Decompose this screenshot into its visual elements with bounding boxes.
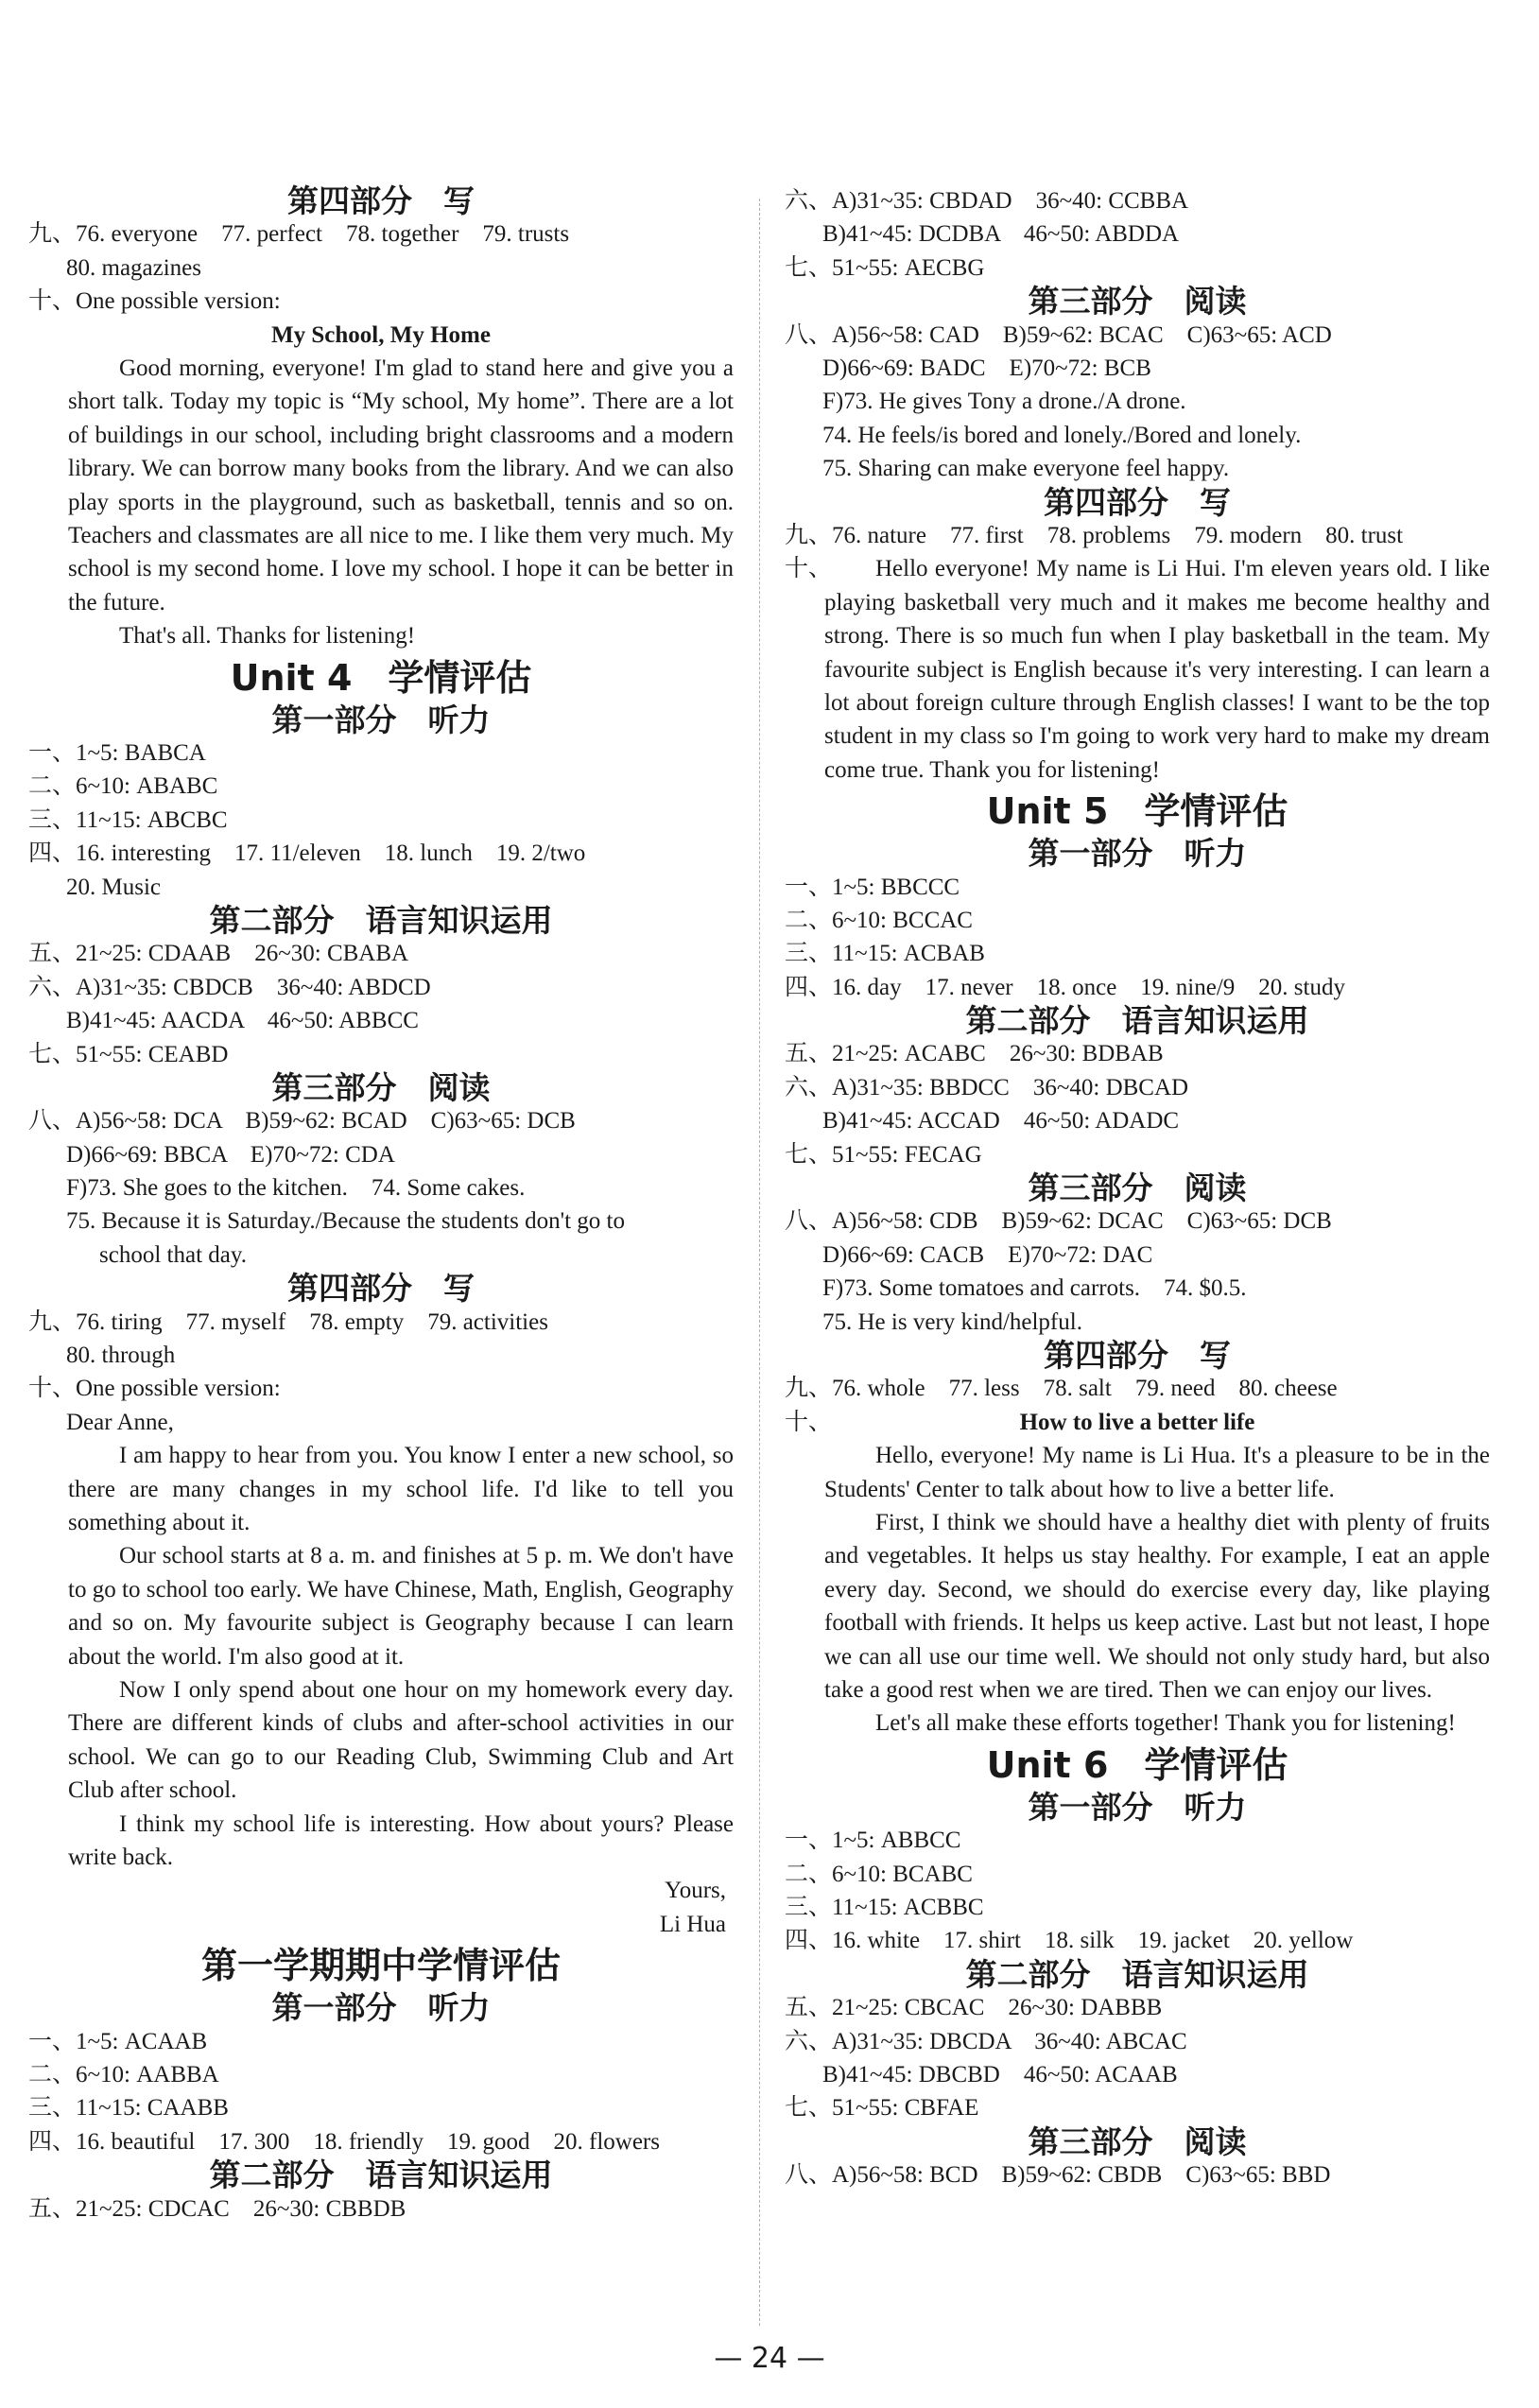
essay-block [785,552,1490,787]
answer-line: 75. Sharing can make everyone feel happy. [822,456,1230,482]
answer-line: 六、A)31~35: DBCDA 36~40: ABCAC [785,2028,1187,2054]
answer-line: 七、51~55: FECAG [785,1141,982,1168]
answer-line: D)66~69: CACB E)70~72: DAC [822,1241,1153,1268]
answer-line: 五、21~25: CDAAB 26~30: CBABA [28,941,409,967]
letter-greeting: Dear Anne, [66,1409,174,1435]
answer-line: 一、1~5: BBCCC [785,874,960,900]
letter-signature: Li Hua [659,1911,726,1937]
answer-line: 八、A)56~58: BCD B)59~62: CBDB C)63~65: BBD [785,2162,1331,2189]
answer-line: 六、A)31~35: CBDCB 36~40: ABDCD [28,974,431,1000]
section-heading: 第二部分 语言知识运用 [965,1002,1309,1040]
section-heading: 第三部分 阅读 [1028,2122,1247,2160]
answer-line: D)66~69: BADC E)70~72: BCB [822,355,1151,381]
answer-line: F)73. She goes to the kitchen. 74. Some cakes. [66,1175,526,1202]
answer-line: D)66~69: BBCA E)70~72: CDA [66,1141,395,1168]
essay-title-row [785,1406,1490,1439]
section-heading: 第一部分 听力 [1028,835,1247,873]
answer-line: 九、76. tiring 77. myself 78. empty 79. activities [28,1308,548,1335]
left-column [28,184,734,2226]
section-heading: 第一部分 听力 [1028,1788,1247,1826]
answer-line: 五、21~25: CBCAC 26~30: DABBB [785,1995,1163,2021]
answer-line: 二、6~10: BCABC [785,1861,973,1887]
essay-title: How to live a better life [1019,1409,1255,1435]
answer-line: B)41~45: DCDBA 46~50: ABDDA [822,221,1180,248]
letter-paragraph: Now I only spend about one hour on my homework every day. There are different kinds of clubs and after-school activities in our school. We can go to our Reading Club, Swimming Club and Art Club after school. [68,1677,734,1804]
section-heading: 第一部分 听力 [271,1989,491,2027]
essay-paragraph: That's all. Thanks for listening! [119,623,416,650]
answer-line: 二、6~10: AABBA [28,2062,219,2088]
answer-line: 六、A)31~35: BBDCC 36~40: DBCAD [785,1074,1189,1100]
answer-line: 八、A)56~58: DCA B)59~62: BCAD C)63~65: DCB [28,1108,576,1135]
section-heading: 第三部分 阅读 [1028,1169,1247,1207]
answer-line: 三、11~15: ACBAB [785,941,985,967]
answer-line: 五、21~25: CDCAC 26~30: CBBDB [28,2195,406,2222]
answer-label: 十、 [785,556,833,582]
unit-title: Unit 6 学情评估 [986,1743,1288,1786]
unit-title: Unit 4 学情评估 [230,656,532,699]
answer-line: 九、76. whole 77. less 78. salt 79. need 80. cheese [785,1376,1338,1402]
answer-line: 一、1~5: ABBCC [785,1828,961,1854]
answer-line: 六、A)31~35: CBDAD 36~40: CCBBA [785,188,1189,214]
letter-paragraph: I think my school life is interesting. How about yours? Please write back. [68,1810,734,1871]
section-heading: 第一部分 听力 [271,701,491,738]
answer-line: B)41~45: AACDA 46~50: ABBCC [66,1008,419,1034]
page-number: — 24 — [714,2342,825,2375]
answer-line: 80. through [66,1343,176,1369]
section-heading: 第三部分 阅读 [271,1068,491,1106]
answer-line: F)73. Some tomatoes and carrots. 74. $0.5. [822,1275,1247,1302]
answer-line: 一、1~5: BABCA [28,740,206,766]
essay-paragraph: Hello, everyone! My name is Li Hua. It's a pleasure to be in the Students' Center to talk about how to live a better life. [824,1443,1490,1502]
right-column [785,184,1490,2192]
answer-line: 四、16. beautiful 17. 300 18. friendly 19. good 20. flowers [28,2128,660,2155]
essay-paragraph: Let's all make these efforts together! Thank you for listening! [875,1710,1456,1737]
answer-line: 一、1~5: ACAAB [28,2028,208,2054]
answer-line: 十、One possible version: [28,1376,281,1402]
section-heading: 第四部分 写 [287,182,475,219]
answer-line: 四、16. day 17. never 18. once 19. nine/9 20. study [785,974,1345,1000]
section-heading: 第四部分 写 [1044,483,1231,521]
answer-line: 五、21~25: ACABC 26~30: BDBAB [785,1041,1164,1067]
answer-line: B)41~45: ACCAD 46~50: ADADC [822,1108,1180,1135]
answer-line: 七、51~55: CEABD [28,1041,229,1067]
answer-line: 十、One possible version: [28,288,281,315]
answer-line: 四、16. white 17. shirt 18. silk 19. jacket 20. yellow [785,1928,1354,1954]
answer-line: 80. magazines [66,254,202,281]
answer-line: 75. Because it is Saturday./Because the students don't go to [66,1208,625,1235]
letter-closing: Yours, [665,1878,726,1904]
answer-line: 三、11~15: ACBBC [785,1895,984,1920]
section-heading: 第二部分 语言知识运用 [965,1955,1309,1993]
answer-label: 十、 [785,1409,833,1435]
essay-paragraph: Hello everyone! My name is Li Hui. I'm eleven years old. I like playing basketball very much and it makes me become healthy and strong. There is so much fun when I play basketball in the team. My favourite subject is English because it's very interesting. I can learn a lot about foreign culture through English classes! I want to be the top student in my class so I'm going to work very hard to make my dream come true. Thank you for listening! [824,556,1490,783]
section-heading: 第二部分 语言知识运用 [209,901,553,939]
answer-line: 二、6~10: BCCAC [785,907,973,933]
answer-line: 八、A)56~58: CDB B)59~62: DCAC C)63~65: DCB [785,1208,1332,1235]
answer-line: 75. He is very kind/helpful. [822,1308,1082,1335]
answer-line: 二、6~10: ABABC [28,773,218,800]
answer-line: 九、76. everyone 77. perfect 78. together 79. trusts [28,221,570,248]
unit-title: 第一学期期中学情评估 [200,1945,561,1987]
essay-paragraph: Good morning, everyone! I'm glad to stand here and give you a short talk. Today my topic is “My school, My home”. There are a lot of buildings in our school, including bright classrooms and a modern library. We can borrow many books from the library. And we can also play sports in the playground, such as basketball, tennis and so on. Teachers and classmates are all nice to me. I like them very much. My school is my second home. I love my school. I hope it can be better in the future. [68,355,734,615]
answer-line: 三、11~15: CAABB [28,2095,229,2122]
answer-line: 20. Music [66,874,161,900]
letter-paragraph: I am happy to hear from you. You know I enter a new school, so there are many changes in my school life. I'd like to tell you something about it. [68,1443,734,1536]
answer-line: school that day. [99,1241,247,1268]
answer-line: 74. He feels/is bored and lonely./Bored and lonely. [822,422,1302,448]
answer-line: 七、51~55: AECBG [785,254,985,281]
answer-line: B)41~45: DBCBD 46~50: ACAAB [822,2061,1178,2088]
essay-paragraph: First, I think we should have a healthy diet with plenty of fruits and vegetables. It helps us stay healthy. For example, I eat an apple every day. Second, we should do exercise every day, like playing football with friends. It helps us keep active. Last but not least, I hope we can all use our time well. We should not only study hard, but also take a good rest when we are tired. Then we can enjoy our lives. [824,1509,1490,1704]
answer-line: F)73. He gives Tony a drone./A drone. [822,389,1186,415]
letter-paragraph: Our school starts at 8 a. m. and finishes at 5 p. m. We don't have to go to school too early. We have Chinese, Math, English, Geography and so on. My favourite subject is Geography because I can learn about the world. I'm also good at it. [68,1543,734,1670]
answer-line: 七、51~55: CBFAE [785,2095,979,2122]
section-heading: 第三部分 阅读 [1028,283,1247,320]
section-heading: 第二部分 语言知识运用 [209,2157,553,2194]
section-heading: 第四部分 写 [287,1270,475,1308]
unit-title: Unit 5 学情评估 [986,790,1288,833]
column-divider [759,199,760,2326]
answer-line: 九、76. nature 77. first 78. problems 79. modern 80. trust [785,522,1404,548]
answer-line: 八、A)56~58: CAD B)59~62: BCAC C)63~65: ACD [785,321,1332,348]
answer-line: 四、16. interesting 17. 11/eleven 18. lunch 19. 2/two [28,840,586,867]
section-heading: 第四部分 写 [1044,1337,1231,1374]
answer-line: 三、11~15: ABCBC [28,806,228,833]
essay-title: My School, My Home [271,321,491,348]
